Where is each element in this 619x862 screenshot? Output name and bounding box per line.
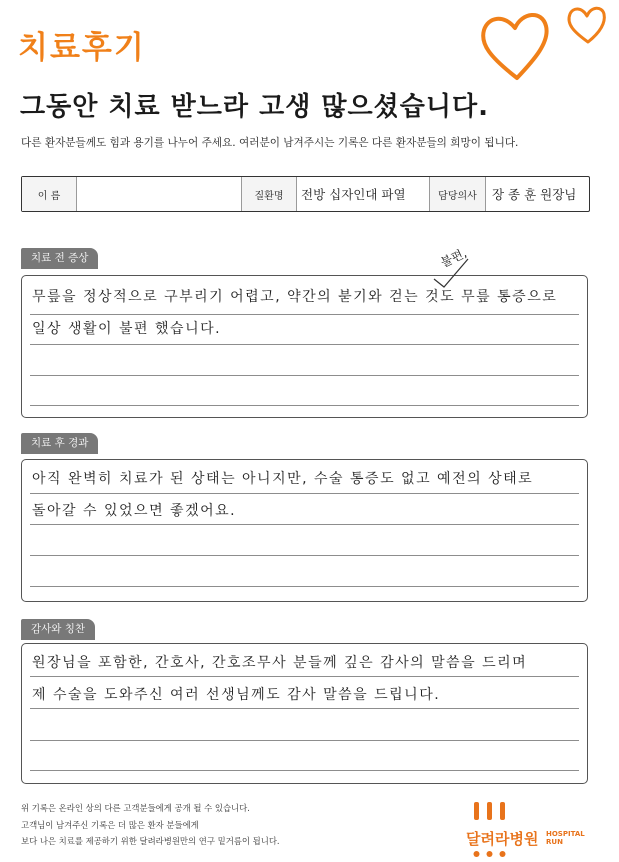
handwritten-line: 일상 생활이 불편 했습니다. xyxy=(32,321,222,337)
page-title: 치료후기 xyxy=(18,30,146,66)
footer-line: 위 기록은 온라인 상의 다른 고객분들에게 공개 될 수 있습니다. xyxy=(21,803,250,813)
section-label-after: 치료 후 경과 xyxy=(21,433,98,454)
subtitle: 다른 환자분들께도 힘과 용기를 나누어 주세요. 여러분이 남겨주시는 기록은 다른 환자분들의 희망이 됩니다. xyxy=(21,137,519,149)
logo-english: HOSPITAL RUN xyxy=(546,830,585,846)
handwritten-line: 제 수술을 도와주신 여러 선생님께도 감사 말씀을 드립니다. xyxy=(32,687,441,703)
name-value[interactable] xyxy=(77,177,242,211)
handwritten-line: 원장님을 포함한, 간호사, 간호조무사 분들께 깊은 감사의 말씀을 드리며 xyxy=(32,655,528,671)
heart-icon xyxy=(569,8,604,42)
doctor-label: 담당의사 xyxy=(430,177,486,211)
insertion-mark xyxy=(432,255,472,289)
diagnosis-label: 질환명 xyxy=(242,177,297,211)
hearts-decoration xyxy=(470,2,619,84)
logo-name: 달려라병원 xyxy=(466,830,539,848)
section-label-thanks: 감사와 칭찬 xyxy=(21,619,95,640)
handwritten-line: 무릎을 정상적으로 구부리기 어렵고, 약간의 붇기와 걷는 것도 무릎 통증으로 xyxy=(32,289,558,305)
section-label-before: 치료 전 증상 xyxy=(21,248,98,269)
section-box-before[interactable] xyxy=(21,275,588,418)
footer-note xyxy=(21,800,280,850)
handwritten-line: 돌아갈 수 있었으면 좋겠어요. xyxy=(32,503,237,519)
footer-line: 보다 나은 치료를 제공하기 위한 달려라병원만의 연구 밑거름이 됩니다. xyxy=(21,836,280,846)
doctor-value[interactable]: 장 종 훈 원장님 xyxy=(492,187,577,202)
name-label: 이 름 xyxy=(22,177,77,211)
handwritten-line: 아직 완벽히 치료가 된 상태는 아니지만, 수술 통증도 없고 예전의 상태로 xyxy=(32,471,534,487)
section-box-after[interactable] xyxy=(21,459,588,602)
diagnosis-value[interactable]: 전방 십자인대 파열 xyxy=(297,177,430,211)
info-table xyxy=(21,176,590,212)
headline: 그동안 치료 받느라 고생 많으셨습니다. xyxy=(20,92,489,122)
insert-note: 불편, xyxy=(438,245,469,271)
section-box-thanks[interactable] xyxy=(21,643,588,784)
footer-line: 고객님이 남겨주신 기록은 더 많은 환자 분들에게 xyxy=(21,819,199,830)
heart-icon xyxy=(483,15,546,78)
